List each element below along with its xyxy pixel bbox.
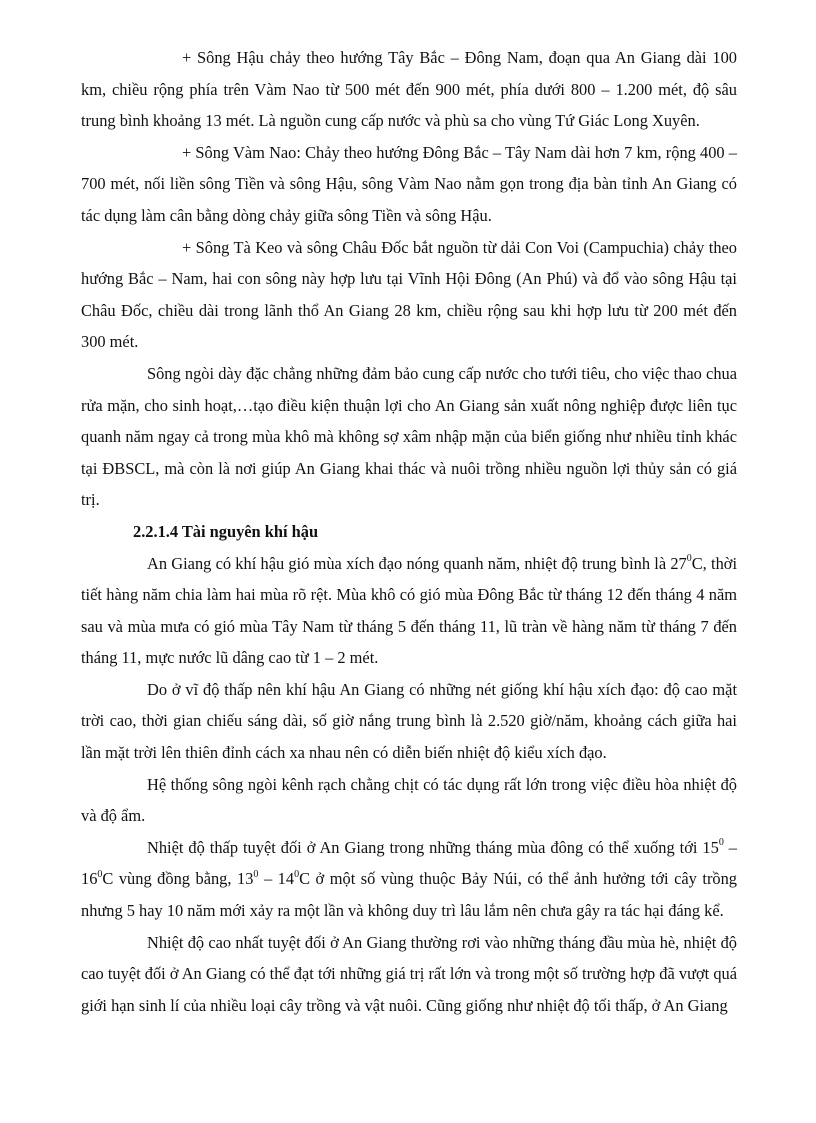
section-heading: [81, 516, 737, 548]
paragraph-song-ngoi: [81, 358, 737, 516]
paragraph-vi-do: [81, 674, 737, 769]
superscript-degree: 0: [97, 868, 103, 880]
superscript-degree: 0: [718, 837, 724, 849]
text-run: – 14: [258, 869, 295, 889]
text-run: An Giang có khí hậu gió mùa xích đạo nóng quanh năm, nhiệt độ trung bình là 27: [147, 553, 687, 573]
paragraph-khi-hau: [81, 548, 737, 674]
paragraph-song-hau: [81, 42, 737, 137]
text-run: 2.2.1.4 Tài nguyên khí hậu: [133, 521, 319, 541]
paragraph-song-vam-nao: [81, 137, 737, 232]
text-run: C vùng đồng bằng, 13: [102, 869, 254, 889]
text-run: Hệ thống sông ngòi kênh rạch chằng chịt có tác dụng rất lớn trong việc điều hòa nhiệt độ và độ ẩm.: [81, 774, 737, 826]
paragraph-nhiet-do-cao: [81, 927, 737, 1022]
superscript-degree: 0: [294, 868, 300, 880]
text-run: – 16: [81, 837, 738, 889]
document-page: [81, 42, 737, 1021]
superscript-degree: 0: [253, 868, 259, 880]
text-run: Sông ngòi dày đặc chẳng những đảm bảo cung cấp nước cho tưới tiêu, cho việc thao chua rửa mặn, cho sinh hoạt,…tạo điều kiện thuận lợi cho An Giang sản xuất nông nghiệp được liên tục quanh năm ngay cả trong mùa khô mà không sợ xâm nhập mặn của biển giống như nhiều tỉnh khác tại ĐBSCL, mà còn là nơi giúp An Giang khai thác và nuôi trồng nhiều nguồn lợi thủy sản có giá trị.: [81, 363, 737, 510]
paragraph-nhiet-do-thap: [81, 832, 737, 927]
text-run: + Sông Vàm Nao: Chảy theo hướng Đông Bắc – Tây Nam dài hơn 7 km, rộng 400 – 700 mét, nối liền sông Tiền và sông Hậu, sông Vàm Nao nằm gọn trong địa bàn tỉnh An Giang có tác dụng làm cân bằng dòng chảy giữa sông Tiền và sông Hậu.: [81, 142, 737, 225]
text-run: C ở một số vùng thuộc Bảy Núi, có thể ảnh hưởng tới cây trồng nhưng 5 hay 10 năm mới xảy ra một lần và không duy trì lâu lắm nên chưa gây ra tác hại đáng kể.: [81, 869, 737, 921]
text-run: Do ở vĩ độ thấp nên khí hậu An Giang có những nét giống khí hậu xích đạo: độ cao mặt trời cao, thời gian chiếu sáng dài, số giờ nắng trung bình là 2.520 giờ/năm, khoảng cách giữa hai lần mặt trời lên thiên đỉnh cách xa nhau nên có diễn biến nhiệt độ kiểu xích đạo.: [81, 679, 737, 763]
superscript-degree: 0: [686, 553, 692, 565]
text-run: C, thời tiết hàng năm chia làm hai mùa rõ rệt. Mùa khô có gió mùa Đông Bắc từ tháng 12 đến tháng 4 năm sau và mùa mưa có gió mùa Tây Nam từ tháng 5 đến tháng 11, lũ tràn về hàng năm từ tháng 7 đến tháng 11, mực nước lũ dâng cao từ 1 – 2 mét.: [81, 553, 738, 668]
text-run: Nhiệt độ cao nhất tuyệt đối ở An Giang thường rơi vào những tháng đầu mùa hè, nhiệt độ cao tuyệt đối ở An Giang có thể đạt tới những giá trị rất lớn và trong một số trường hợp đã vượt quá giới hạn sinh lí của nhiều loại cây trồng và vật nuôi. Cũng giống như nhiệt độ tối thấp, ở An Giang: [81, 932, 737, 1015]
text-run: + Sông Tà Keo và sông Châu Đốc bắt nguồn từ dải Con Voi (Campuchia) chảy theo hướng Bắc – Nam, hai con sông này hợp lưu tại Vĩnh Hội Đông (An Phú) và đổ vào sông Hậu tại Châu Đốc, chiều dài trong lãnh thổ An Giang 28 km, chiều rộng sau khi hợp lưu từ 200 mét đến 300 mét.: [81, 237, 737, 352]
text-run: Nhiệt độ thấp tuyệt đối ở An Giang trong những tháng mùa đông có thể xuống tới 15: [147, 837, 719, 857]
paragraph-he-thong: [81, 769, 737, 832]
paragraph-song-ta-keo: [81, 232, 737, 358]
text-run: + Sông Hậu chảy theo hướng Tây Bắc – Đông Nam, đoạn qua An Giang dài 100 km, chiều rộng phía trên Vàm Nao từ 500 mét đến 900 mét, phía dưới 800 – 1.200 mét, độ sâu trung bình khoảng 13 mét. Là nguồn cung cấp nước và phù sa cho vùng Tứ Giác Long Xuyên.: [81, 48, 737, 131]
